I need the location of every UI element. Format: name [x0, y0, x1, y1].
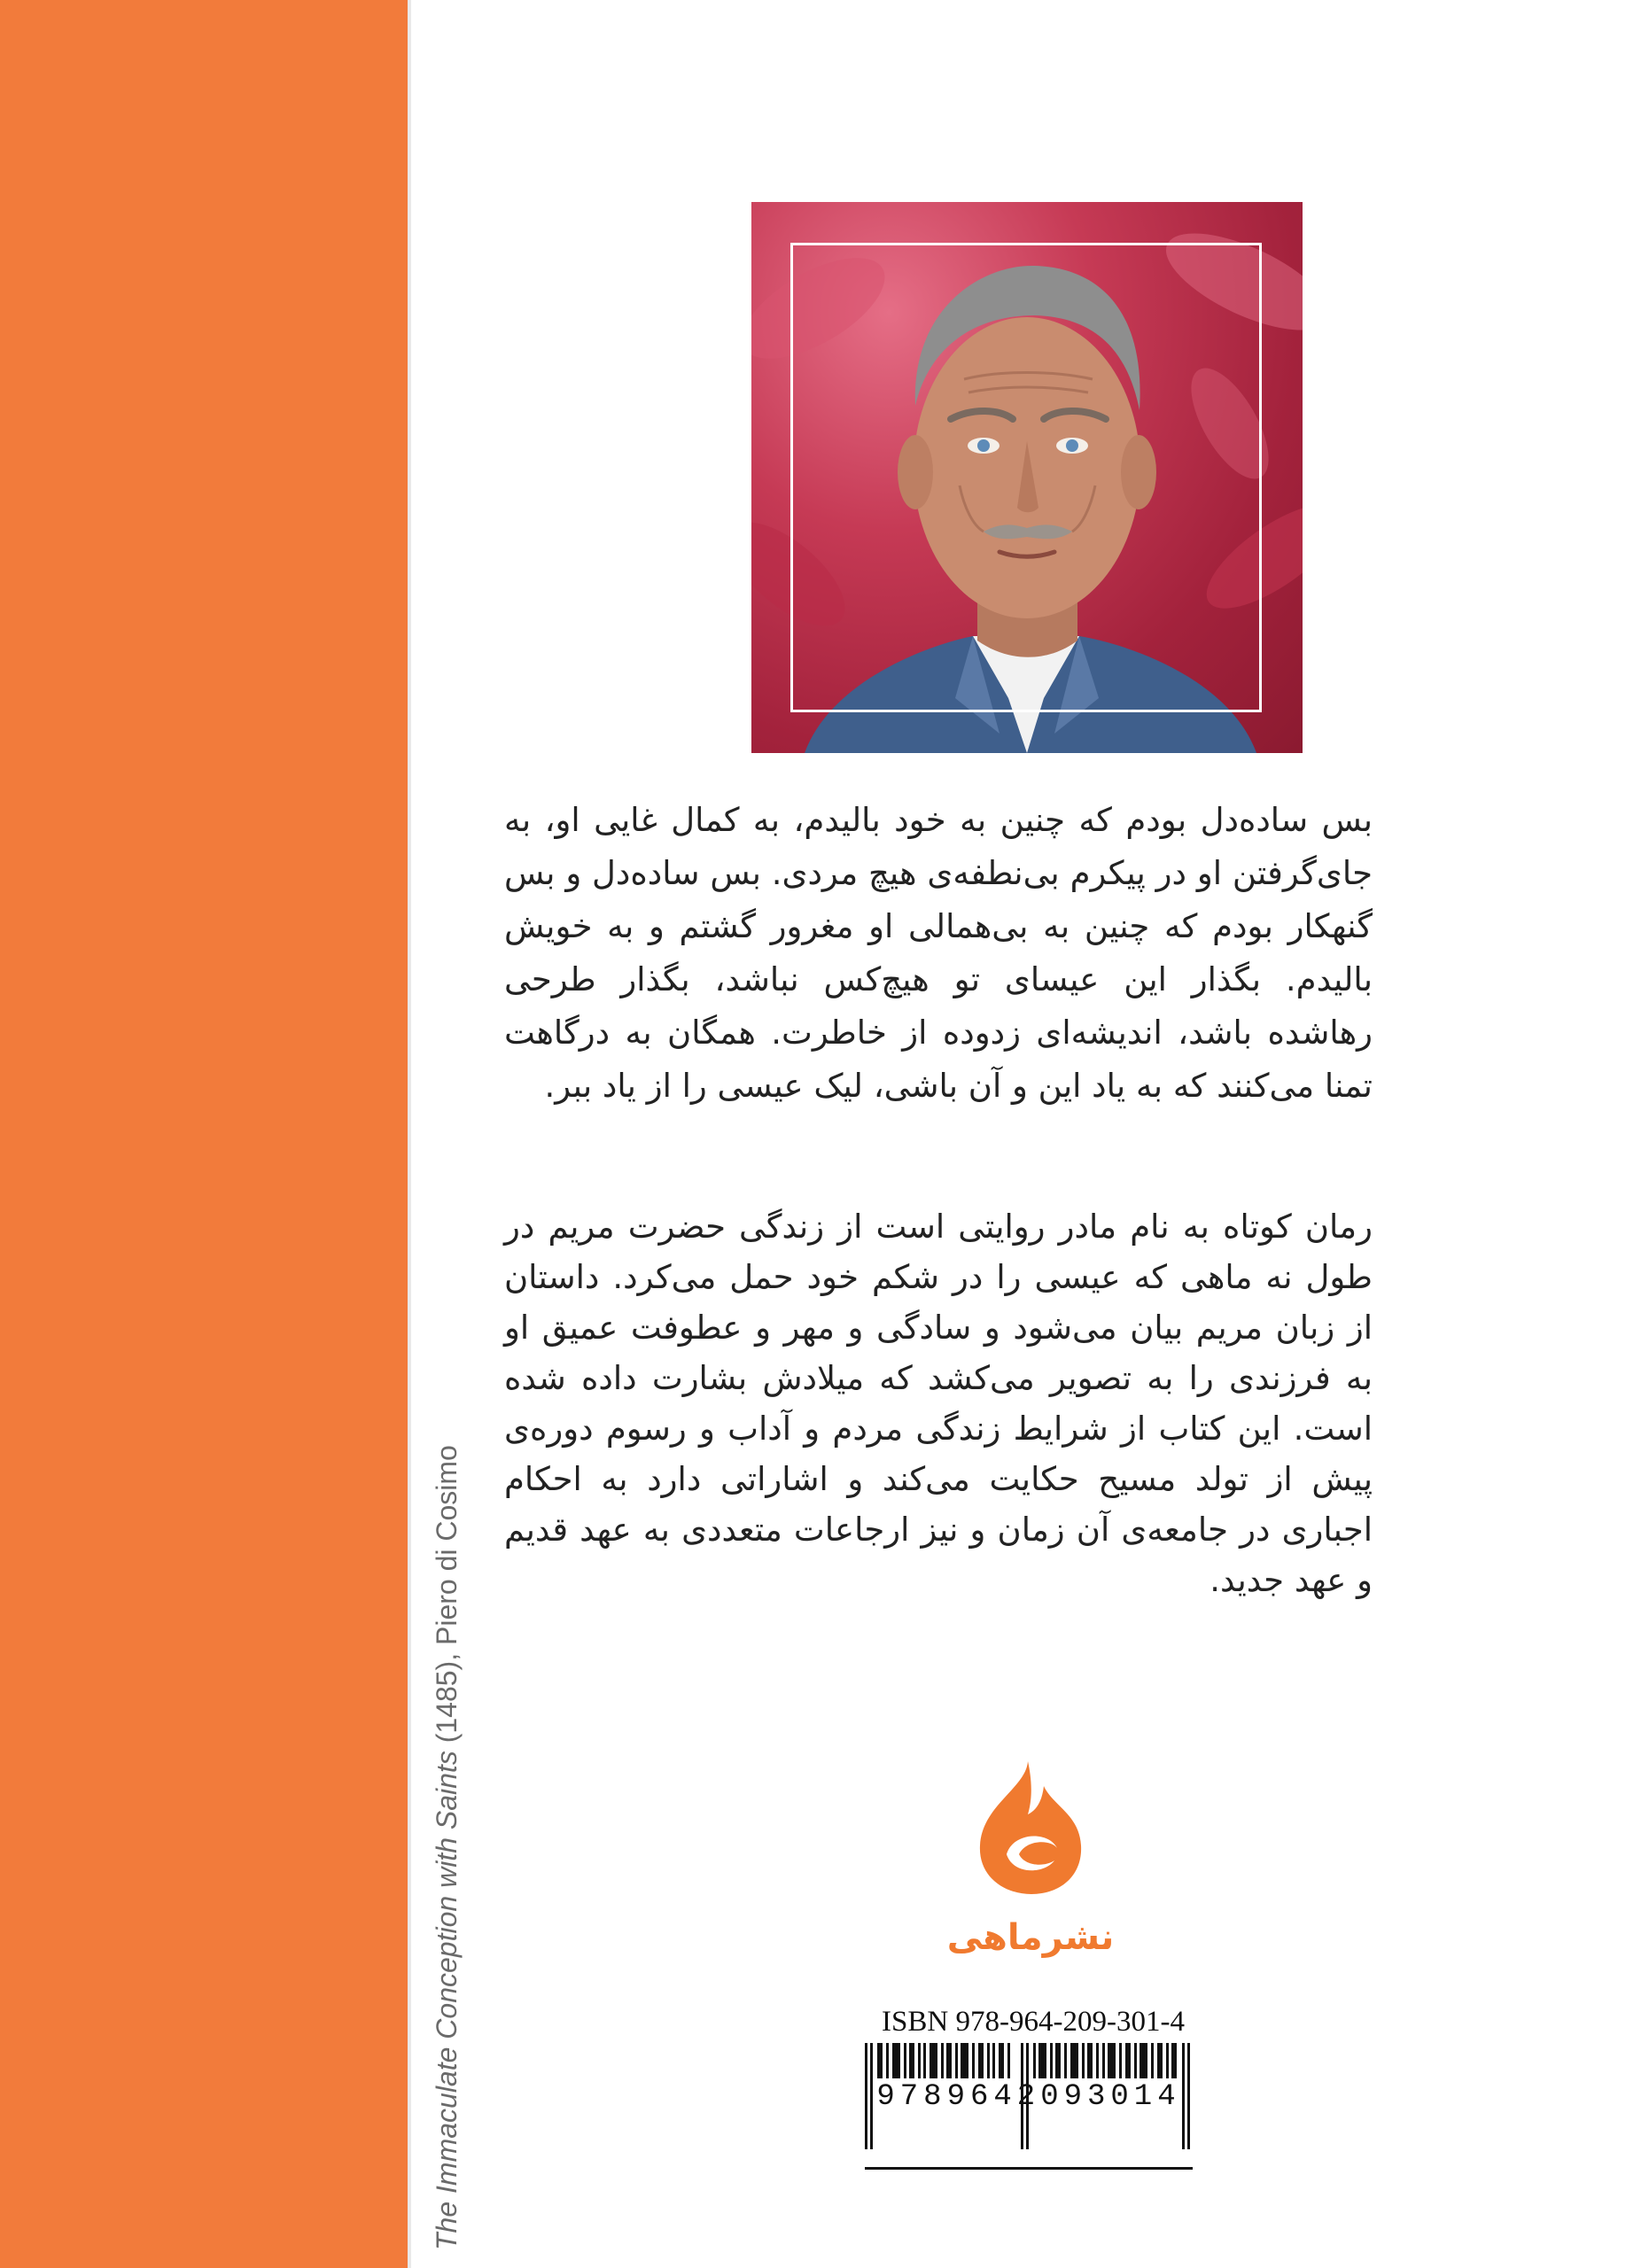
barcode-baseline: [865, 2167, 1193, 2170]
credit-artwork-title: The Immaculate Conception with Saints: [431, 1751, 463, 2250]
blurb-description-paragraph: رمان کوتاه به نام مادر روایتی است از زندگی حضرت مریم در طول نه ماهی که عیسی را در شکم خود حمل می‌کرد. داستان از زبان مریم بیان می‌شود و سادگی و مهر و عطوفت عمیق او به فرزندی را به تصویر می‌کشد که میلادش بشارت داده شده است. این کتاب از شرایط زندگی مردم و آداب و رسوم دوره‌ی پیش از تولد مسیح حکایت می‌کند و اشاراتی دارد به احکام اجباری در جامعه‌ی آن زمان و نیز ارجاعات متعددی به عهد قدیم و عهد جدید.: [504, 1208, 1373, 1599]
credit-artist: (1485), Piero di Cosimo: [431, 1445, 463, 1751]
spine-divider: [408, 0, 411, 2268]
blurb-quote-paragraph: بس ساده‌دل بودم که چنین به خود بالیدم، به کمال غایی او، به جای‌گرفتن او در پیکرم بی‌نطفه‌ی هیچ مردی. بس ساده‌دل و بس گنهکار بودم که چنین به بی‌همالی او مغرور گشتم و به خویش بالیدم. بگذار این عیسای تو هیچ‌کس نباشد، بگذار طرحی رهاشده باشد، اندیشه‌ای زدوده از خاطرت. همگان به درگاهت تمنا می‌کنند که به یاد این و آن باشی، لیک عیسی را از یاد ببر.: [504, 801, 1373, 1105]
author-portrait: [751, 202, 1303, 753]
fish-flame-icon: [973, 1761, 1088, 1894]
publisher-name: نشرماهی: [946, 1917, 1115, 1958]
isbn-label: ISBN 978-964-209-301-4: [882, 2006, 1185, 2038]
orange-spine-band: [0, 0, 408, 2268]
barcode-digits: 9789642093014: [876, 2080, 1181, 2114]
photo-inner-frame: [790, 243, 1262, 712]
cover-art-credit: [431, 1445, 463, 2250]
